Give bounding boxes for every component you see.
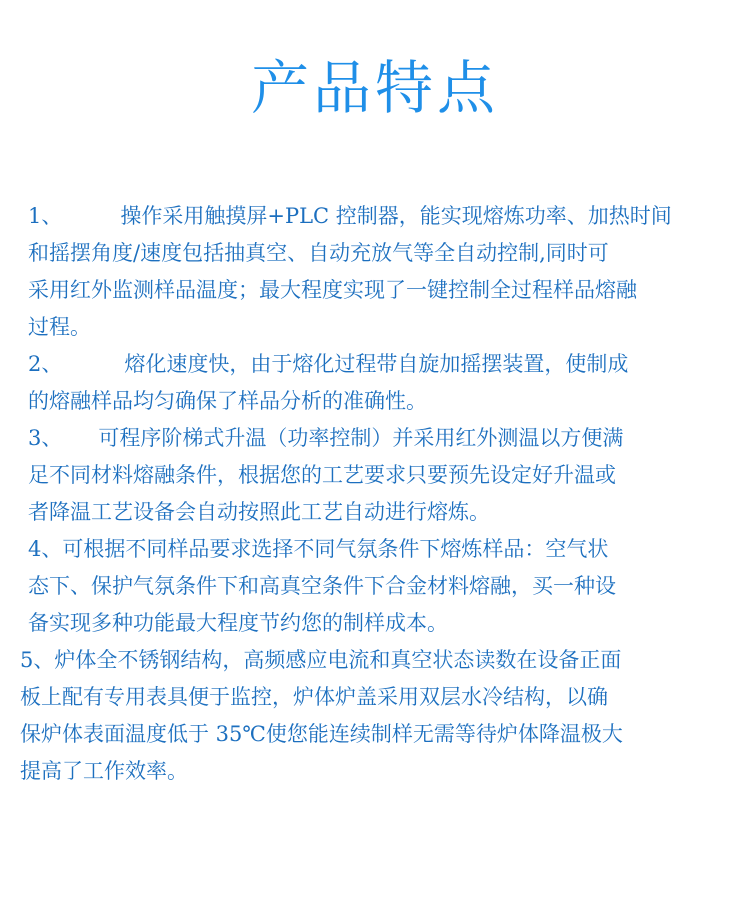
feature-line: 板上配有专用表具便于监控，炉体炉盖采用双层水冷结构，以确	[20, 685, 608, 709]
feature-number: 5、	[20, 648, 55, 672]
feature-text: 炉体全不锈钢结构，高频感应电流和真空状态读数在设备正面	[54, 648, 622, 672]
feature-item-1	[0, 198, 750, 346]
feature-item-2	[0, 346, 750, 420]
feature-item-5	[0, 642, 750, 790]
feature-line: 的熔融样品均匀确保了样品分析的准确性。	[28, 389, 427, 413]
feature-item-4	[0, 531, 750, 642]
feature-number: 4、	[28, 537, 63, 561]
feature-line	[28, 346, 750, 383]
feature-number: 2、	[28, 352, 63, 376]
feature-line: 备实现多种功能最大程度节约您的制样成本。	[28, 611, 448, 635]
feature-line: 提高了工作效率。	[20, 759, 188, 783]
feature-line: 过程。	[28, 315, 91, 339]
feature-line: 采用红外监测样品温度；最大程度实现了一键控制全过程样品熔融	[28, 278, 637, 302]
feature-line	[28, 420, 750, 457]
feature-line: 足不同材料熔融条件，根据您的工艺要求只要预先设定好升温或	[28, 463, 616, 487]
feature-line	[28, 531, 750, 568]
feature-number: 1、	[28, 204, 63, 228]
feature-text: 可程序阶梯式升温（功率控制）并采用红外测温以方便满	[98, 426, 624, 450]
feature-text: 操作采用触摸屏+PLC 控制器，能实现熔炼功率、加热时间	[120, 204, 672, 228]
feature-line: 态下、保护气氛条件下和高真空条件下合金材料熔融，买一种设	[28, 574, 616, 598]
feature-item-3	[0, 420, 750, 531]
feature-line: 者降温工艺设备会自动按照此工艺自动进行熔炼。	[28, 500, 490, 524]
feature-line: 和摇摆角度/速度包括抽真空、自动充放气等全自动控制,同时可	[28, 241, 609, 265]
page-title: 产品特点	[250, 54, 499, 122]
feature-text: 熔化速度快，由于熔化过程带自旋加摇摆装置，使制成	[124, 352, 629, 376]
feature-line: 保炉体表面温度低于 35℃使您能连续制样无需等待炉体降温极大	[20, 722, 623, 746]
feature-list	[0, 198, 750, 790]
feature-text: 可根据不同样品要求选择不同气氛条件下熔炼样品：空气状	[62, 537, 609, 561]
feature-line	[28, 198, 750, 235]
feature-line	[20, 642, 750, 679]
feature-number: 3、	[28, 426, 63, 450]
